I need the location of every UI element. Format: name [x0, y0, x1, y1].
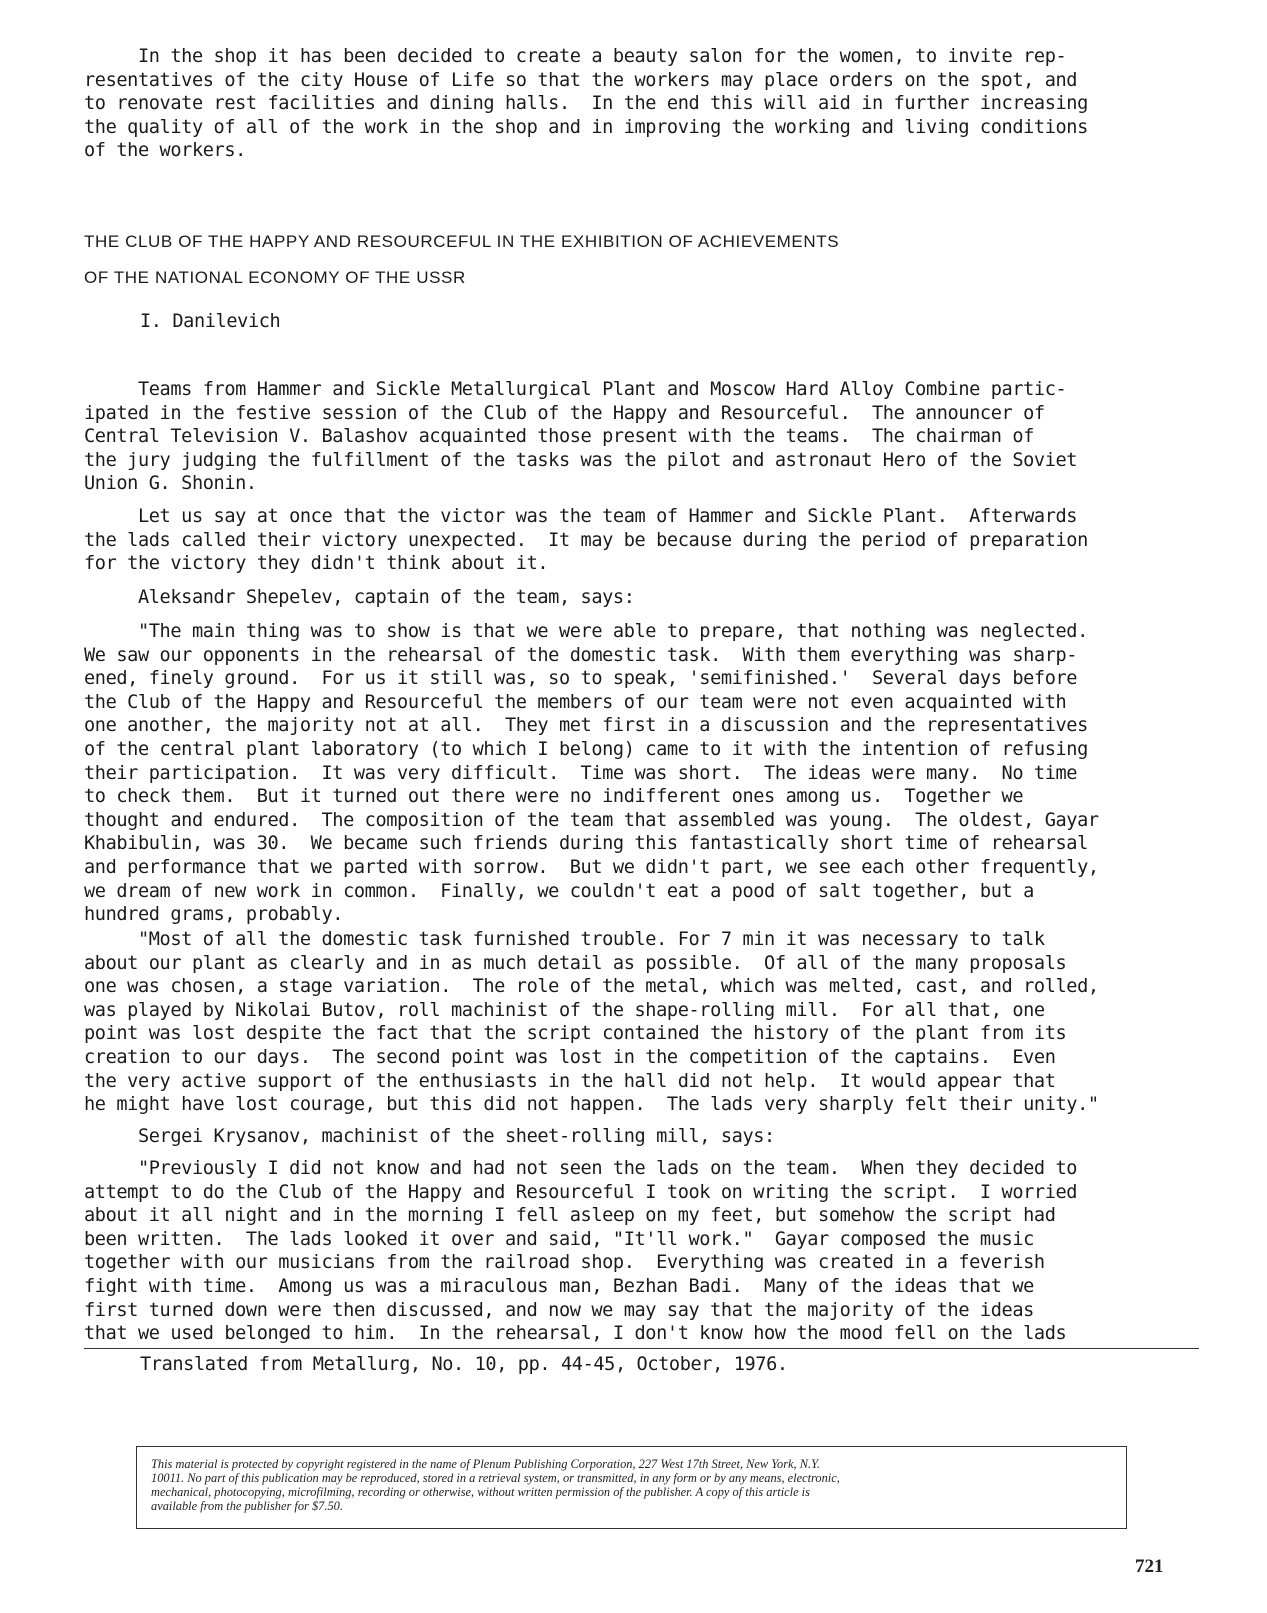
text-line: about our plant as clearly and in as much detail as possible. Of all of the many proposals: [84, 952, 1067, 974]
text-line: he might have lost courage, but this did not happen. The lads very sharply felt their unity.": [84, 1094, 1099, 1116]
text-line: the jury judging the fulfillment of the tasks was the pilot and astronaut Hero of the Soviet: [84, 449, 1078, 471]
notice-line: available from the publisher for $7.50.: [151, 1499, 343, 1513]
text-line: "Most of all the domestic task furnished trouble. For 7 min it was necessary to talk: [84, 929, 1045, 950]
notice-line: mechanical, photocopying, microfilming, recording or otherwise, without written permission of the publisher. A copy of this article is: [151, 1485, 810, 1499]
text-line: to check them. But it turned out there were no indifferent ones among us. Together we: [84, 786, 1024, 808]
text-line: of the workers.: [84, 140, 246, 162]
copyright-notice-box: [136, 1446, 1127, 1529]
text-line: fight with time. Among us was a miraculous man, Bezhan Badi. Many of the ideas that we: [84, 1275, 1034, 1297]
page-number: 721: [1135, 1556, 1164, 1577]
text-line: attempt to do the Club of the Happy and Resourceful I took on writing the script. I worried: [84, 1181, 1078, 1203]
text-line: the Club of the Happy and Resourceful the members of our team were not even acquainted with: [84, 691, 1067, 713]
paragraph-5: [84, 928, 1199, 1117]
article-title-line-2: OF THE NATIONAL ECONOMY OF THE USSR: [84, 268, 466, 287]
text-line: the very active support of the enthusiasts in the hall did not help. It would appear that: [84, 1070, 1056, 1092]
text-line: We saw our opponents in the rehearsal of the domestic task. With them everything was sharp-: [84, 644, 1078, 666]
text-line: In the shop it has been decided to create a beauty salon for the women, to invite rep-: [84, 46, 1067, 67]
text-line: was played by Nikolai Butov, roll machinist of the shape-rolling mill. For all that, one: [84, 999, 1045, 1021]
paragraph-1: [84, 378, 1199, 496]
text-line: Central Television V. Balashov acquainted those present with the teams. The chairman of: [84, 426, 1034, 448]
text-line: the quality of all of the work in the shop and in improving the working and living conditions: [84, 116, 1088, 138]
text-line: Aleksandr Shepelev, captain of the team, says:: [84, 587, 635, 608]
paragraph-6: [84, 1125, 1199, 1149]
text-line: ened, finely ground. For us it still was, so to speak, 'semifinished.' Several days before: [84, 668, 1078, 690]
paragraph-3: [84, 586, 1199, 610]
text-line: the lads called their victory unexpected. It may be because during the period of preparation: [84, 529, 1088, 551]
text-line: been written. The lads looked it over and said, "It'll work." Gayar composed the music: [84, 1228, 1034, 1250]
footnote-rule: [84, 1348, 1199, 1349]
author-name: I. Danilevich: [140, 311, 281, 332]
text-line: together with our musicians from the railroad shop. Everything was created in a feverish: [84, 1252, 1045, 1274]
text-line: Khabibulin, was 30. We became such friends during this fantastically short time of rehearsal: [84, 833, 1088, 855]
text-line: Teams from Hammer and Sickle Metallurgical Plant and Moscow Hard Alloy Combine partic-: [84, 379, 1067, 400]
text-line: ipated in the festive session of the Club of the Happy and Resourceful. The announcer of: [84, 402, 1045, 424]
text-line: first turned down were then discussed, and now we may say that the majority of the ideas: [84, 1299, 1034, 1321]
text-line: of the central plant laboratory (to which I belong) came to it with the intention of refusing: [84, 738, 1088, 760]
text-line: "The main thing was to show is that we were able to prepare, that nothing was neglected.: [84, 621, 1088, 642]
footnote: [84, 1353, 1199, 1377]
text-line: we dream of new work in common. Finally, we couldn't eat a pood of salt together, but a: [84, 880, 1034, 902]
text-line: for the victory they didn't think about it.: [84, 553, 549, 575]
notice-line: 10011. No part of this publication may be reproduced, stored in a retrieval system, or transmitted, in any form or by any means, electronic,: [151, 1471, 840, 1485]
text-line: that we used belonged to him. In the rehearsal, I don't know how the mood fell on the lads: [84, 1323, 1067, 1345]
text-line: "Previously I did not know and had not seen the lads on the team. When they decided to: [84, 1158, 1078, 1179]
footnote-text: Translated from Metallurg, No. 10, pp. 44-45, October, 1976.: [140, 1354, 788, 1375]
text-line: thought and endured. The composition of the team that assembled was young. The oldest, Gayar: [84, 809, 1099, 831]
text-line: creation to our days. The second point was lost in the competition of the captains. Even: [84, 1046, 1056, 1068]
text-line: one another, the majority not at all. They met first in a discussion and the representatives: [84, 715, 1088, 737]
author-line: [84, 310, 1199, 334]
text-line: point was lost despite the fact that the script contained the history of the plant from its: [84, 1023, 1067, 1045]
text-line: and performance that we parted with sorrow. But we didn't part, we see each other frequently,: [84, 856, 1099, 878]
text-line: one was chosen, a stage variation. The role of the metal, which was melted, cast, and rolled,: [84, 976, 1099, 998]
paragraph-2: [84, 505, 1199, 576]
paragraph-7: [84, 1157, 1199, 1346]
text-line: their participation. It was very difficult. Time was short. The ideas were many. No time: [84, 762, 1078, 784]
text-line: Let us say at once that the victor was the team of Hammer and Sickle Plant. Afterwards: [84, 506, 1078, 527]
intro-paragraph: [84, 45, 1199, 163]
paragraph-4: [84, 620, 1199, 927]
text-line: to renovate rest facilities and dining halls. In the end this will aid in further increasing: [84, 93, 1088, 115]
article-title-line-1: THE CLUB OF THE HAPPY AND RESOURCEFUL IN THE EXHIBITION OF ACHIEVEMENTS: [84, 232, 840, 251]
text-line: hundred grams, probably.: [84, 904, 344, 926]
text-line: Union G. Shonin.: [84, 473, 257, 495]
text-line: about it all night and in the morning I fell asleep on my feet, but somehow the script had: [84, 1205, 1056, 1227]
notice-line: This material is protected by copyright registered in the name of Plenum Publishing Corporation, 227 West 17th Street, New York, N.Y.: [151, 1457, 820, 1471]
text-line: resentatives of the city House of Life so that the workers may place orders on the spot, and: [84, 69, 1078, 91]
text-line: Sergei Krysanov, machinist of the sheet-rolling mill, says:: [84, 1126, 775, 1147]
